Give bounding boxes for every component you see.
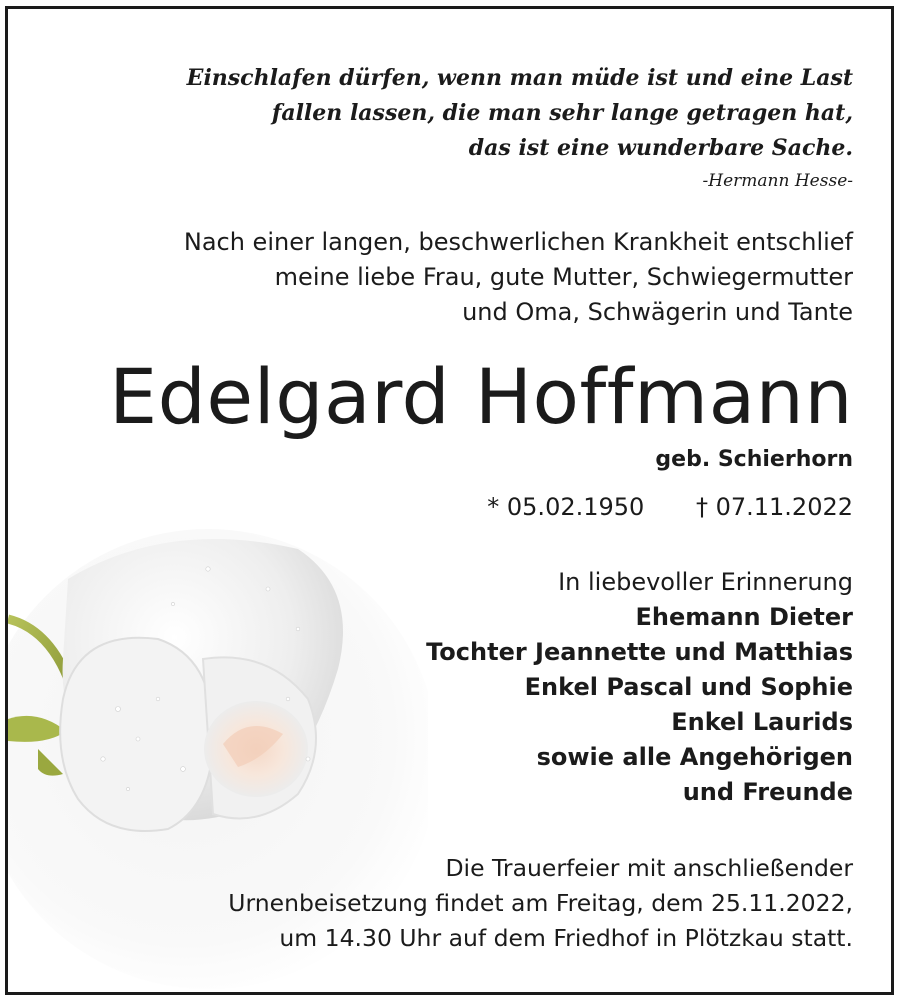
- death-date: † 07.11.2022: [695, 493, 853, 521]
- intro-text: [184, 225, 853, 330]
- funeral-line: um 14.30 Uhr auf dem Friedhof in Plötzkau statt.: [279, 924, 853, 952]
- maiden-name: geb. Schierhorn: [655, 447, 853, 472]
- mourner-line: sowie alle Angehörigen: [536, 743, 853, 771]
- funeral-line: Urnenbeisetzung findet am Freitag, dem 25.11.2022,: [228, 889, 853, 917]
- mourner-line: Tochter Jeannette und Matthias: [426, 638, 853, 666]
- mourners-block: [426, 565, 853, 810]
- intro-line: Nach einer langen, beschwerlichen Krankheit entschlief: [183, 228, 853, 256]
- mourner-line: Enkel Laurids: [671, 708, 853, 736]
- intro-line: und Oma, Schwägerin und Tante: [462, 298, 853, 326]
- mourners-intro: In liebevoller Erinnerung: [558, 568, 853, 596]
- mourner-line: und Freunde: [682, 778, 853, 806]
- obituary-card: [5, 6, 894, 995]
- birth-date: * 05.02.1950: [487, 493, 645, 521]
- quote-line: das ist eine wunderbare Sache.: [468, 135, 853, 161]
- life-dates: [487, 493, 853, 521]
- deceased-name: Edelgard Hoffmann: [109, 352, 853, 441]
- quote-author: -Hermann Hesse-: [702, 171, 853, 191]
- quote-line: Einschlafen dürfen, wenn man müde ist und eine Last: [186, 65, 853, 91]
- intro-line: meine liebe Frau, gute Mutter, Schwiegermutter: [274, 263, 853, 291]
- quote-block: [187, 61, 853, 166]
- funeral-line: Die Trauerfeier mit anschließender: [445, 854, 853, 882]
- funeral-notice: [228, 851, 853, 956]
- quote-line: fallen lassen, die man sehr lange getragen hat,: [271, 100, 853, 126]
- mourner-line: Ehemann Dieter: [635, 603, 853, 631]
- mourner-line: Enkel Pascal und Sophie: [524, 673, 853, 701]
